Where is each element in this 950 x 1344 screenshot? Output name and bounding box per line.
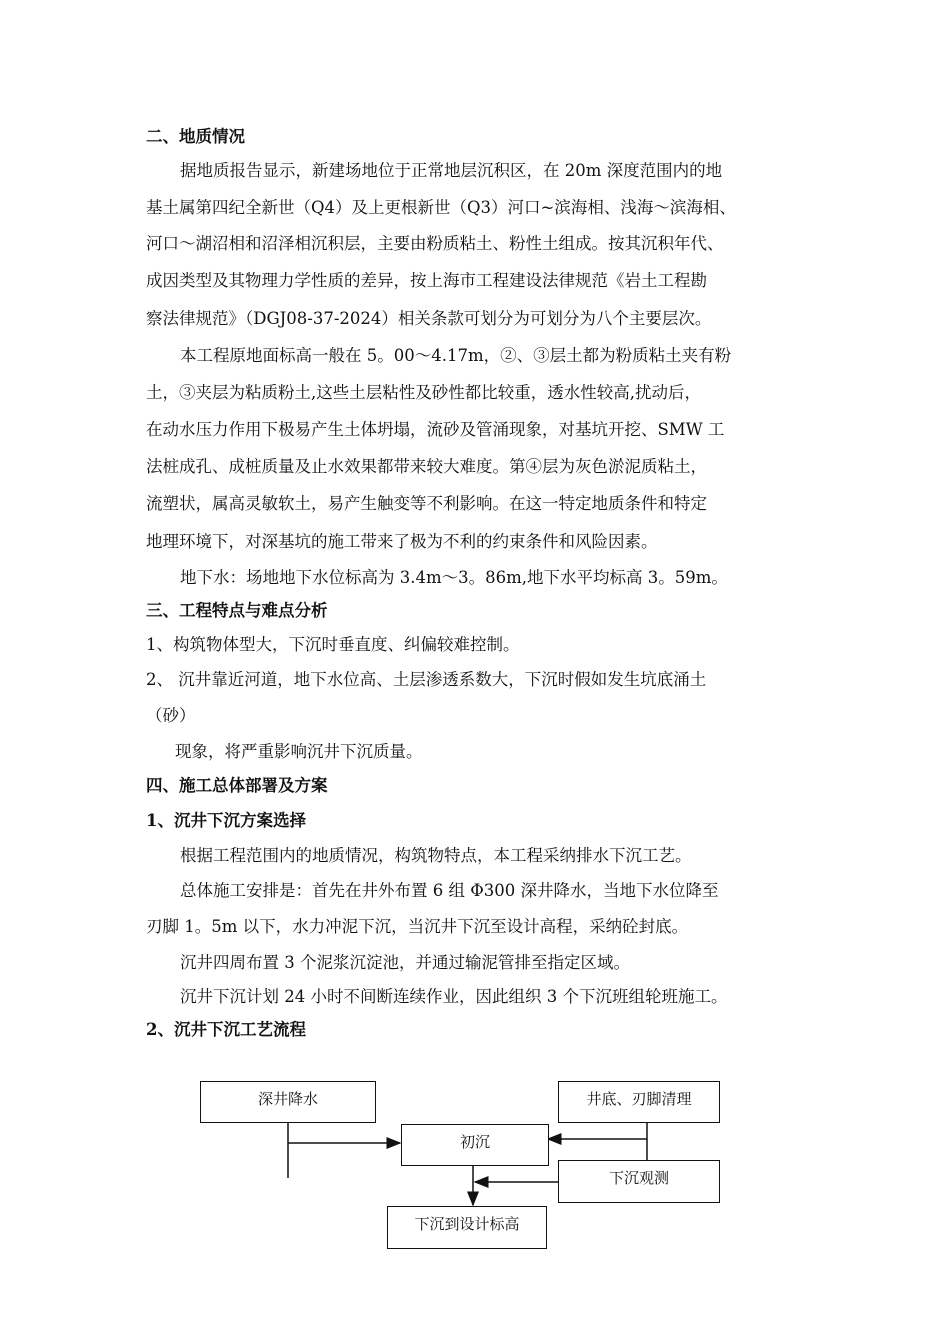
geology-p2-line5: 流塑状，属高灵敏软土，易产生触变等不利影响。在这一特定地质条件和特定 xyxy=(146,494,707,513)
geology-p2-line3: 在动水压力作用下极易产生土体坍塌，流砂及管涌现象，对基坑开挖、SMW 工 xyxy=(146,420,725,439)
geology-p2-line1: 本工程原地面标高一般在 5。00～4.17m，②、③层土都为粉质粘土夹有粉 xyxy=(180,346,732,365)
plan-subheading-1: 1、沉井下沉方案选择 xyxy=(146,811,306,830)
feature-2b: （砂） xyxy=(146,706,196,725)
box-reach-elevation-label: 下沉到设计标高 xyxy=(414,1215,520,1233)
box-dewatering xyxy=(200,1081,376,1123)
box-dewatering-label: 深井降水 xyxy=(257,1090,318,1108)
geology-p2-line4: 法桩成孔、成桩质量及止水效果都带来较大难度。第④层为灰色淤泥质粘土， xyxy=(146,457,707,476)
box-initial-sink-label: 初沉 xyxy=(459,1133,490,1151)
geology-p1-line3: 河口～湖沼相和沼泽相沉积层，主要由粉质粘土、粉性土组成。按其沉积年代、 xyxy=(146,234,724,253)
plan-p3: 沉井四周布置 3 个泥浆沉淀池，并通过输泥管排至指定区域。 xyxy=(180,953,630,972)
plan-p1: 根据工程范围内的地质情况，构筑物特点，本工程采纳排水下沉工艺。 xyxy=(180,846,692,865)
plan-p2-line2: 刃脚 1。5m 以下，水力冲泥下沉，当沉井下沉至设计高程，采纳砼封底。 xyxy=(146,917,689,936)
box-cleaning xyxy=(558,1081,720,1123)
feature-2c: 现象，将严重影响沉井下沉质量。 xyxy=(175,742,423,761)
plan-heading: 四、施工总体部署及方案 xyxy=(146,776,328,795)
feature-1: 1、构筑物体型大，下沉时垂直度、纠偏较难控制。 xyxy=(146,635,520,654)
geology-p2-line2: 土，③夹层为粘质粉土,这些土层粘性及砂性都比较重，透水性较高,扰动后， xyxy=(146,383,701,402)
geology-p1-line1: 据地质报告显示，新建场地位于正常地层沉积区，在 20m 深度范围内的地 xyxy=(180,161,723,180)
plan-subheading-2: 2、沉井下沉工艺流程 xyxy=(146,1020,306,1039)
box-observation-label: 下沉观测 xyxy=(608,1169,669,1187)
box-initial-sink xyxy=(401,1124,549,1166)
plan-p4: 沉井下沉计划 24 小时不间断连续作业，因此组织 3 个下沉班组轮班施工。 xyxy=(180,987,728,1006)
geology-p1-line5: 察法律规范》（DGJ08-37-2024）相关条款可划分为可划分为八个主要层次。 xyxy=(146,309,712,328)
box-cleaning-label: 井底、刃脚清理 xyxy=(586,1090,692,1108)
geology-p2-line6: 地理环境下，对深基坑的施工带来了极为不利的约束条件和风险因素。 xyxy=(146,532,658,551)
features-heading: 三、工程特点与难点分析 xyxy=(146,601,328,620)
groundwater-line: 地下水：场地地下水位标高为 3.4m～3。86m,地下水平均标高 3。59m。 xyxy=(180,568,728,587)
geology-p1-line2: 基土属第四纪全新世（Q4）及上更根新世（Q3）河口~滨海相、浅海～滨海相、 xyxy=(146,198,736,217)
plan-p2-line1: 总体施工安排是：首先在井外布置 6 组 Φ300 深井降水，当地下水位降至 xyxy=(180,881,719,900)
box-observation xyxy=(558,1160,720,1203)
box-reach-elevation xyxy=(387,1206,547,1249)
feature-2: 2、 沉井靠近河道，地下水位高、土层渗透系数大，下沉时假如发生坑底涌土 xyxy=(146,670,707,689)
geology-heading: 二、地质情况 xyxy=(146,127,245,146)
geology-p1-line4: 成因类型及其物理力学性质的差异，按上海市工程建设法律规范《岩土工程勘 xyxy=(146,271,707,290)
